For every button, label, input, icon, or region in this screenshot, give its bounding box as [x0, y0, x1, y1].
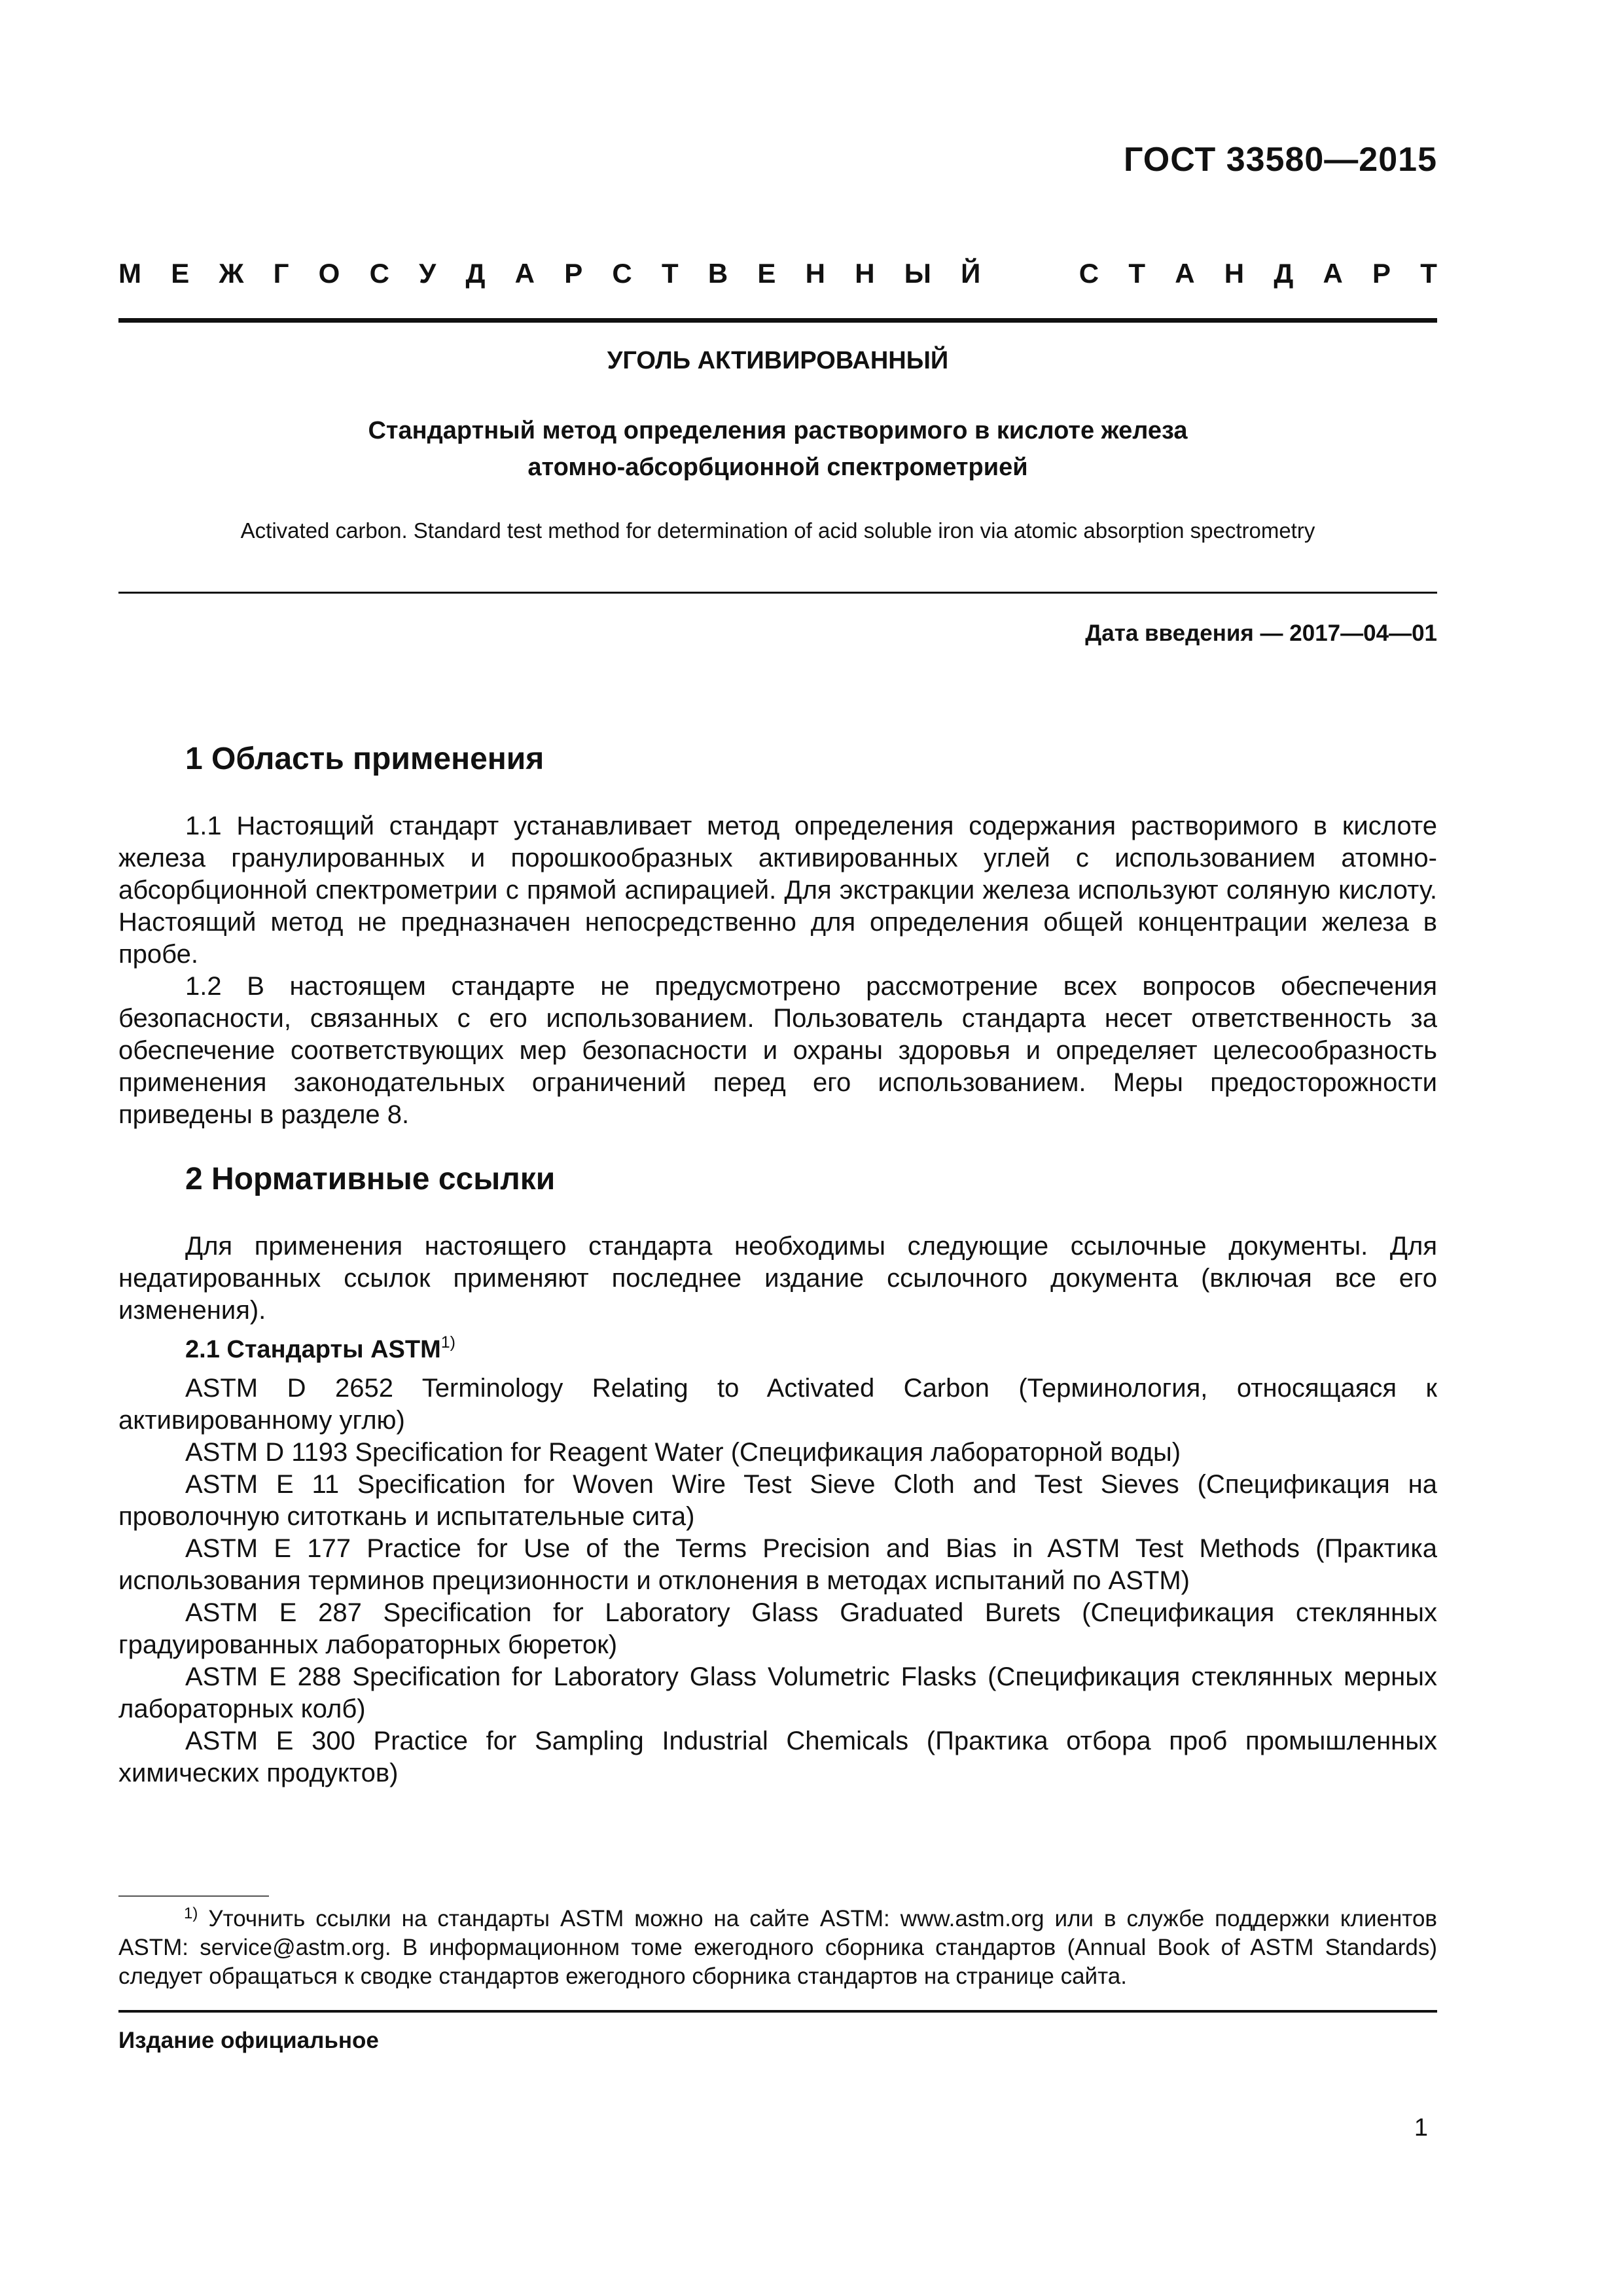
paragraph-1-2: 1.2 В настоящем стандарте не предусмотрено рассмотрение всех вопросов обеспечения безопасности, связанных с его использованием. Пользователь стандарта несет ответственность за обеспечение соответствующих мер безопасности и охраны здоровья и определяет целесообразность применения законодательных ограничений перед его использованием. Меры предосторожности приведены в разделе 8.	[118, 972, 1437, 1129]
standard-type-letter: С	[369, 258, 389, 289]
reference-item: ASTM E 287 Specification for Laboratory Glass Graduated Burets (Спецификация стеклянных градуированных лабораторных бюреток)	[118, 1598, 1437, 1659]
english-title: Activated carbon. Standard test method for determination of acid soluble iron via atomic absorption spectrometry	[240, 518, 1315, 543]
standard-number: ГОСТ 33580—2015	[1124, 141, 1437, 179]
footer-rule	[118, 2010, 1437, 2013]
standard-type-letter: Й	[961, 258, 981, 289]
standard-type-letter: А	[1175, 258, 1195, 289]
reference-item: ASTM E 177 Practice for Use of the Terms Precision and Bias in ASTM Test Methods (Практика использования терминов прецизионности и отклонения в методах испытаний по ASTM)	[118, 1534, 1437, 1595]
reference-item: ASTM E 288 Specification for Laboratory Glass Volumetric Flasks (Спецификация стеклянных мерных лабораторных колб)	[118, 1662, 1437, 1723]
introduction-date: Дата введения — 2017—04—01	[1085, 620, 1437, 646]
standard-type-letter: Р	[564, 258, 583, 289]
standard-type-letter: В	[707, 258, 728, 289]
standard-type-letter: Р	[1372, 258, 1391, 289]
footnote-ref: 1)	[440, 1333, 455, 1352]
word-gap	[1010, 258, 1050, 289]
section-2-heading: 2 Нормативные ссылки	[185, 1162, 556, 1196]
standard-type-letter: Ж	[219, 258, 244, 289]
footnote-separator	[118, 1895, 269, 1897]
edition-label: Издание официальное	[118, 2028, 379, 2053]
subsection-2-1-heading	[118, 1327, 1437, 1372]
standard-type-letter: А	[514, 258, 535, 289]
footnote	[118, 1905, 1437, 1991]
subtitle-line-1: Стандартный метод определения растворимого в кислоте железа	[368, 417, 1188, 444]
section-1-heading: 1 Область применения	[185, 742, 544, 776]
standard-type-letter: Е	[757, 258, 776, 289]
document-subtitle	[118, 412, 1437, 486]
document-title: УГОЛЬ АКТИВИРОВАННЫЙ	[607, 347, 949, 374]
document-body	[118, 740, 1437, 1789]
reference-item: ASTM E 11 Specification for Woven Wire Test Sieve Cloth and Test Sieves (Спецификация на проволочную ситоткань и испытательные сита)	[118, 1470, 1437, 1531]
standard-type-heading	[118, 258, 1437, 289]
title-rule	[118, 592, 1437, 594]
standard-type-letter: У	[419, 258, 437, 289]
standard-type-letter: О	[318, 258, 340, 289]
standard-type-letter: А	[1323, 258, 1343, 289]
standard-type-letter: М	[118, 258, 141, 289]
reference-item: ASTM E 300 Practice for Sampling Industrial Chemicals (Практика отбора проб промышленных химических продуктов)	[118, 1727, 1437, 1787]
standard-type-letter: Ы	[904, 258, 931, 289]
standard-type-letter: С	[612, 258, 632, 289]
reference-item: ASTM D 2652 Terminology Relating to Activated Carbon (Терминология, относящаяся к активированному углю)	[118, 1374, 1437, 1435]
standard-type-letter: С	[1079, 258, 1099, 289]
footnote-text: Уточнить ссылки на стандарты ASTM можно на сайте ASTM: www.astm.org или в службе поддержки клиентов ASTM: service@astm.org. В информационном томе ежегодного сборника стандартов (Annual Book of ASTM Standards) следует обращаться к сводке стандартов ежегодного сборника стандартов на странице сайта.	[118, 1906, 1437, 1989]
standard-type-letter: Н	[1224, 258, 1245, 289]
header-rule	[118, 318, 1437, 323]
standard-type-letter: Д	[1274, 258, 1294, 289]
standard-type-letter: Е	[171, 258, 190, 289]
reference-item: ASTM D 1193 Specification for Reagent Water (Спецификация лабораторной воды)	[185, 1438, 1181, 1467]
page-number: 1	[1414, 2114, 1428, 2142]
subsection-2-1-title: 2.1 Стандарты ASTM	[185, 1336, 441, 1363]
paragraph-1-1: 1.1 Настоящий стандарт устанавливает метод определения содержания растворимого в кислоте железа гранулированных и порошкообразных активированных углей с использованием атомно-абсорбционной спектрометрии с прямой аспирацией. Для экстракции железа используют соляную кислоту. Настоящий метод не предназначен непосредственно для определения общей концентрации железа в пробе.	[118, 812, 1437, 969]
footnote-mark: 1)	[184, 1905, 198, 1922]
standard-type-letter: Г	[273, 258, 289, 289]
standard-type-letter: Т	[1420, 258, 1437, 289]
standard-type-letter: Т	[661, 258, 679, 289]
standard-type-letter: Н	[805, 258, 825, 289]
standard-type-letter: Т	[1128, 258, 1145, 289]
standard-type-letter: Н	[855, 258, 875, 289]
paragraph-2-intro: Для применения настоящего стандарта необходимы следующие ссылочные документы. Для недатированных ссылок применяют последнее издание ссылочного документа (включая все его изменения).	[118, 1232, 1437, 1325]
standard-type-letter: Д	[465, 258, 486, 289]
subtitle-line-2: атомно-абсорбционной спектрометрией	[527, 454, 1028, 481]
